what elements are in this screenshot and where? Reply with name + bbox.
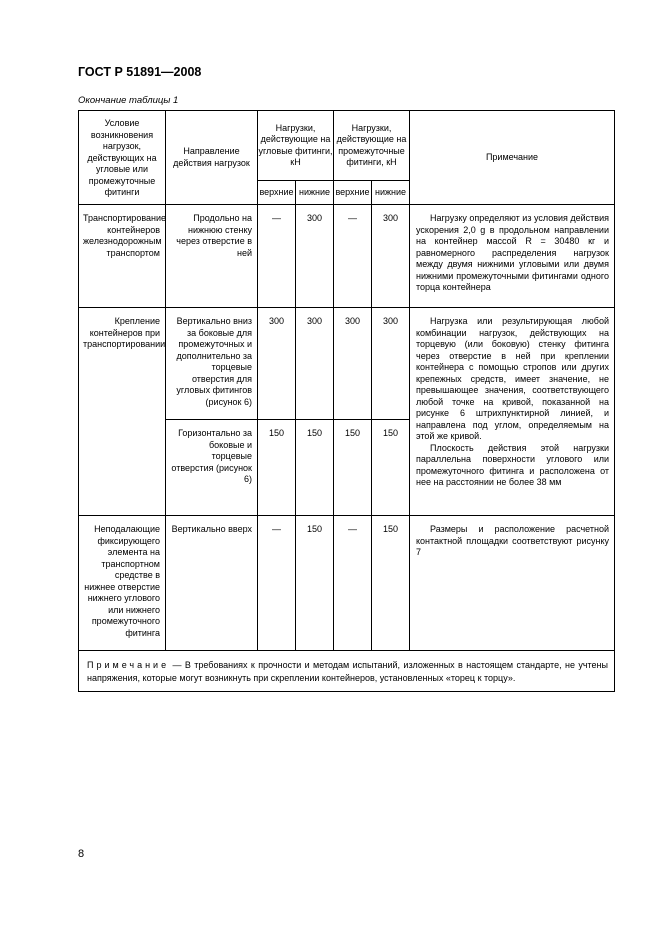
row4-inter-upper: — — [334, 516, 372, 651]
row1-corner-lower: 300 — [296, 205, 334, 308]
row1-condition: Транспортирование контейнеров железнодорожным транспортом — [79, 205, 166, 308]
row4-note-text: Размеры и расположение расчетной контактной площадки соответствуют рисунку 7 — [416, 524, 609, 557]
row3-corner-upper: 150 — [258, 420, 296, 516]
row2-corner-lower: 300 — [296, 308, 334, 420]
row3-inter-upper: 150 — [334, 420, 372, 516]
header-condition: Условие возникновения нагрузок, действующих на угловые или промежуточные фитинги — [79, 111, 166, 205]
header-note: Примечание — [410, 111, 615, 205]
row3-inter-lower: 150 — [372, 420, 410, 516]
page-number: 8 — [78, 848, 85, 860]
header-intermediate-fittings: Нагрузки, действующие на промежуточные фитинги, кН — [334, 111, 410, 181]
row1-corner-upper: — — [258, 205, 296, 308]
table-footnote — [79, 651, 615, 692]
row2-corner-upper: 300 — [258, 308, 296, 420]
footnote-label: Примечание — [87, 660, 170, 670]
table-caption: Окончание таблицы 1 — [78, 95, 179, 106]
header-corner-lower: нижние — [296, 181, 334, 205]
table-row — [79, 516, 615, 651]
header-corner-fittings: Нагрузки, действующие на угловые фитинги, кН — [258, 111, 334, 181]
row2-condition: Крепление контейнеров при транспортировании — [79, 308, 166, 516]
row4-condition: Неподалающие фиксирующего элемента на транспортном средстве в нижнее отверстие нижнего углового или нижнего промежуточного фитинга — [79, 516, 166, 651]
loads-table — [78, 110, 615, 692]
row4-note — [410, 516, 615, 651]
header-corner-upper: верхние — [258, 181, 296, 205]
row1-note-text: Нагрузку определяют из условия действия ускорения 2,0 g в продольном направлении на контейнер массой R = 30480 кг и равномерного распределения нагрузок между двумя нижними угловыми или двумя нижними промежуточными фитингами одного торца контейнера — [416, 213, 609, 292]
row2-inter-upper: 300 — [334, 308, 372, 420]
row1-note — [410, 205, 615, 308]
row2-note-p1: Нагрузка или результирующая любой комбинации нагрузок, действующих на торцевую (или боковую) стенку фитинга через отверстие в ней при креплении контейнера с помощью стропов или других крепежных средств, имеет значение, не превышающее значения, соответствующего любой точке на кривой, показанной на рисунке 6 штрихпунктирной линией, и направлена под углом, определяемым на этой же кривой. — [416, 316, 609, 441]
row4-direction: Вертикально вверх — [166, 516, 258, 651]
footnote-text: — В требованиях к прочности и методам испытаний, изложенных в настоящем стандарте, не учтены напряжения, которые могут возникнуть при скреплении контейнеров, установленных «торец к торцу». — [87, 660, 608, 683]
header-direction: Направление действия нагрузок — [166, 111, 258, 205]
row1-inter-lower: 300 — [372, 205, 410, 308]
table-row — [79, 308, 615, 420]
row4-corner-lower: 150 — [296, 516, 334, 651]
row4-inter-lower: 150 — [372, 516, 410, 651]
row2-direction: Вертикально вниз за боковые для промежуточных и дополнительно за торцевые отверстия для угловых фитингов (рисунок 6) — [166, 308, 258, 420]
table-footnote-row — [79, 651, 615, 692]
row4-corner-upper: — — [258, 516, 296, 651]
header-inter-upper: верхние — [334, 181, 372, 205]
row2-note-p2: Плоскость действия этой нагрузки параллельна поверхности углового или промежуточного фитинга и расположена от нее на расстоянии не более 38 мм — [416, 442, 609, 487]
row1-inter-upper: — — [334, 205, 372, 308]
table-row — [79, 205, 615, 308]
header-inter-lower: нижние — [372, 181, 410, 205]
row2-inter-lower: 300 — [372, 308, 410, 420]
document-header: ГОСТ Р 51891—2008 — [78, 65, 202, 79]
row2-note — [410, 308, 615, 516]
row3-direction: Горизонтально за боковые и торцевые отверстия (рисунок 6) — [166, 420, 258, 516]
row1-direction: Продольно на нижнюю стенку через отверстие в ней — [166, 205, 258, 308]
row3-corner-lower: 150 — [296, 420, 334, 516]
